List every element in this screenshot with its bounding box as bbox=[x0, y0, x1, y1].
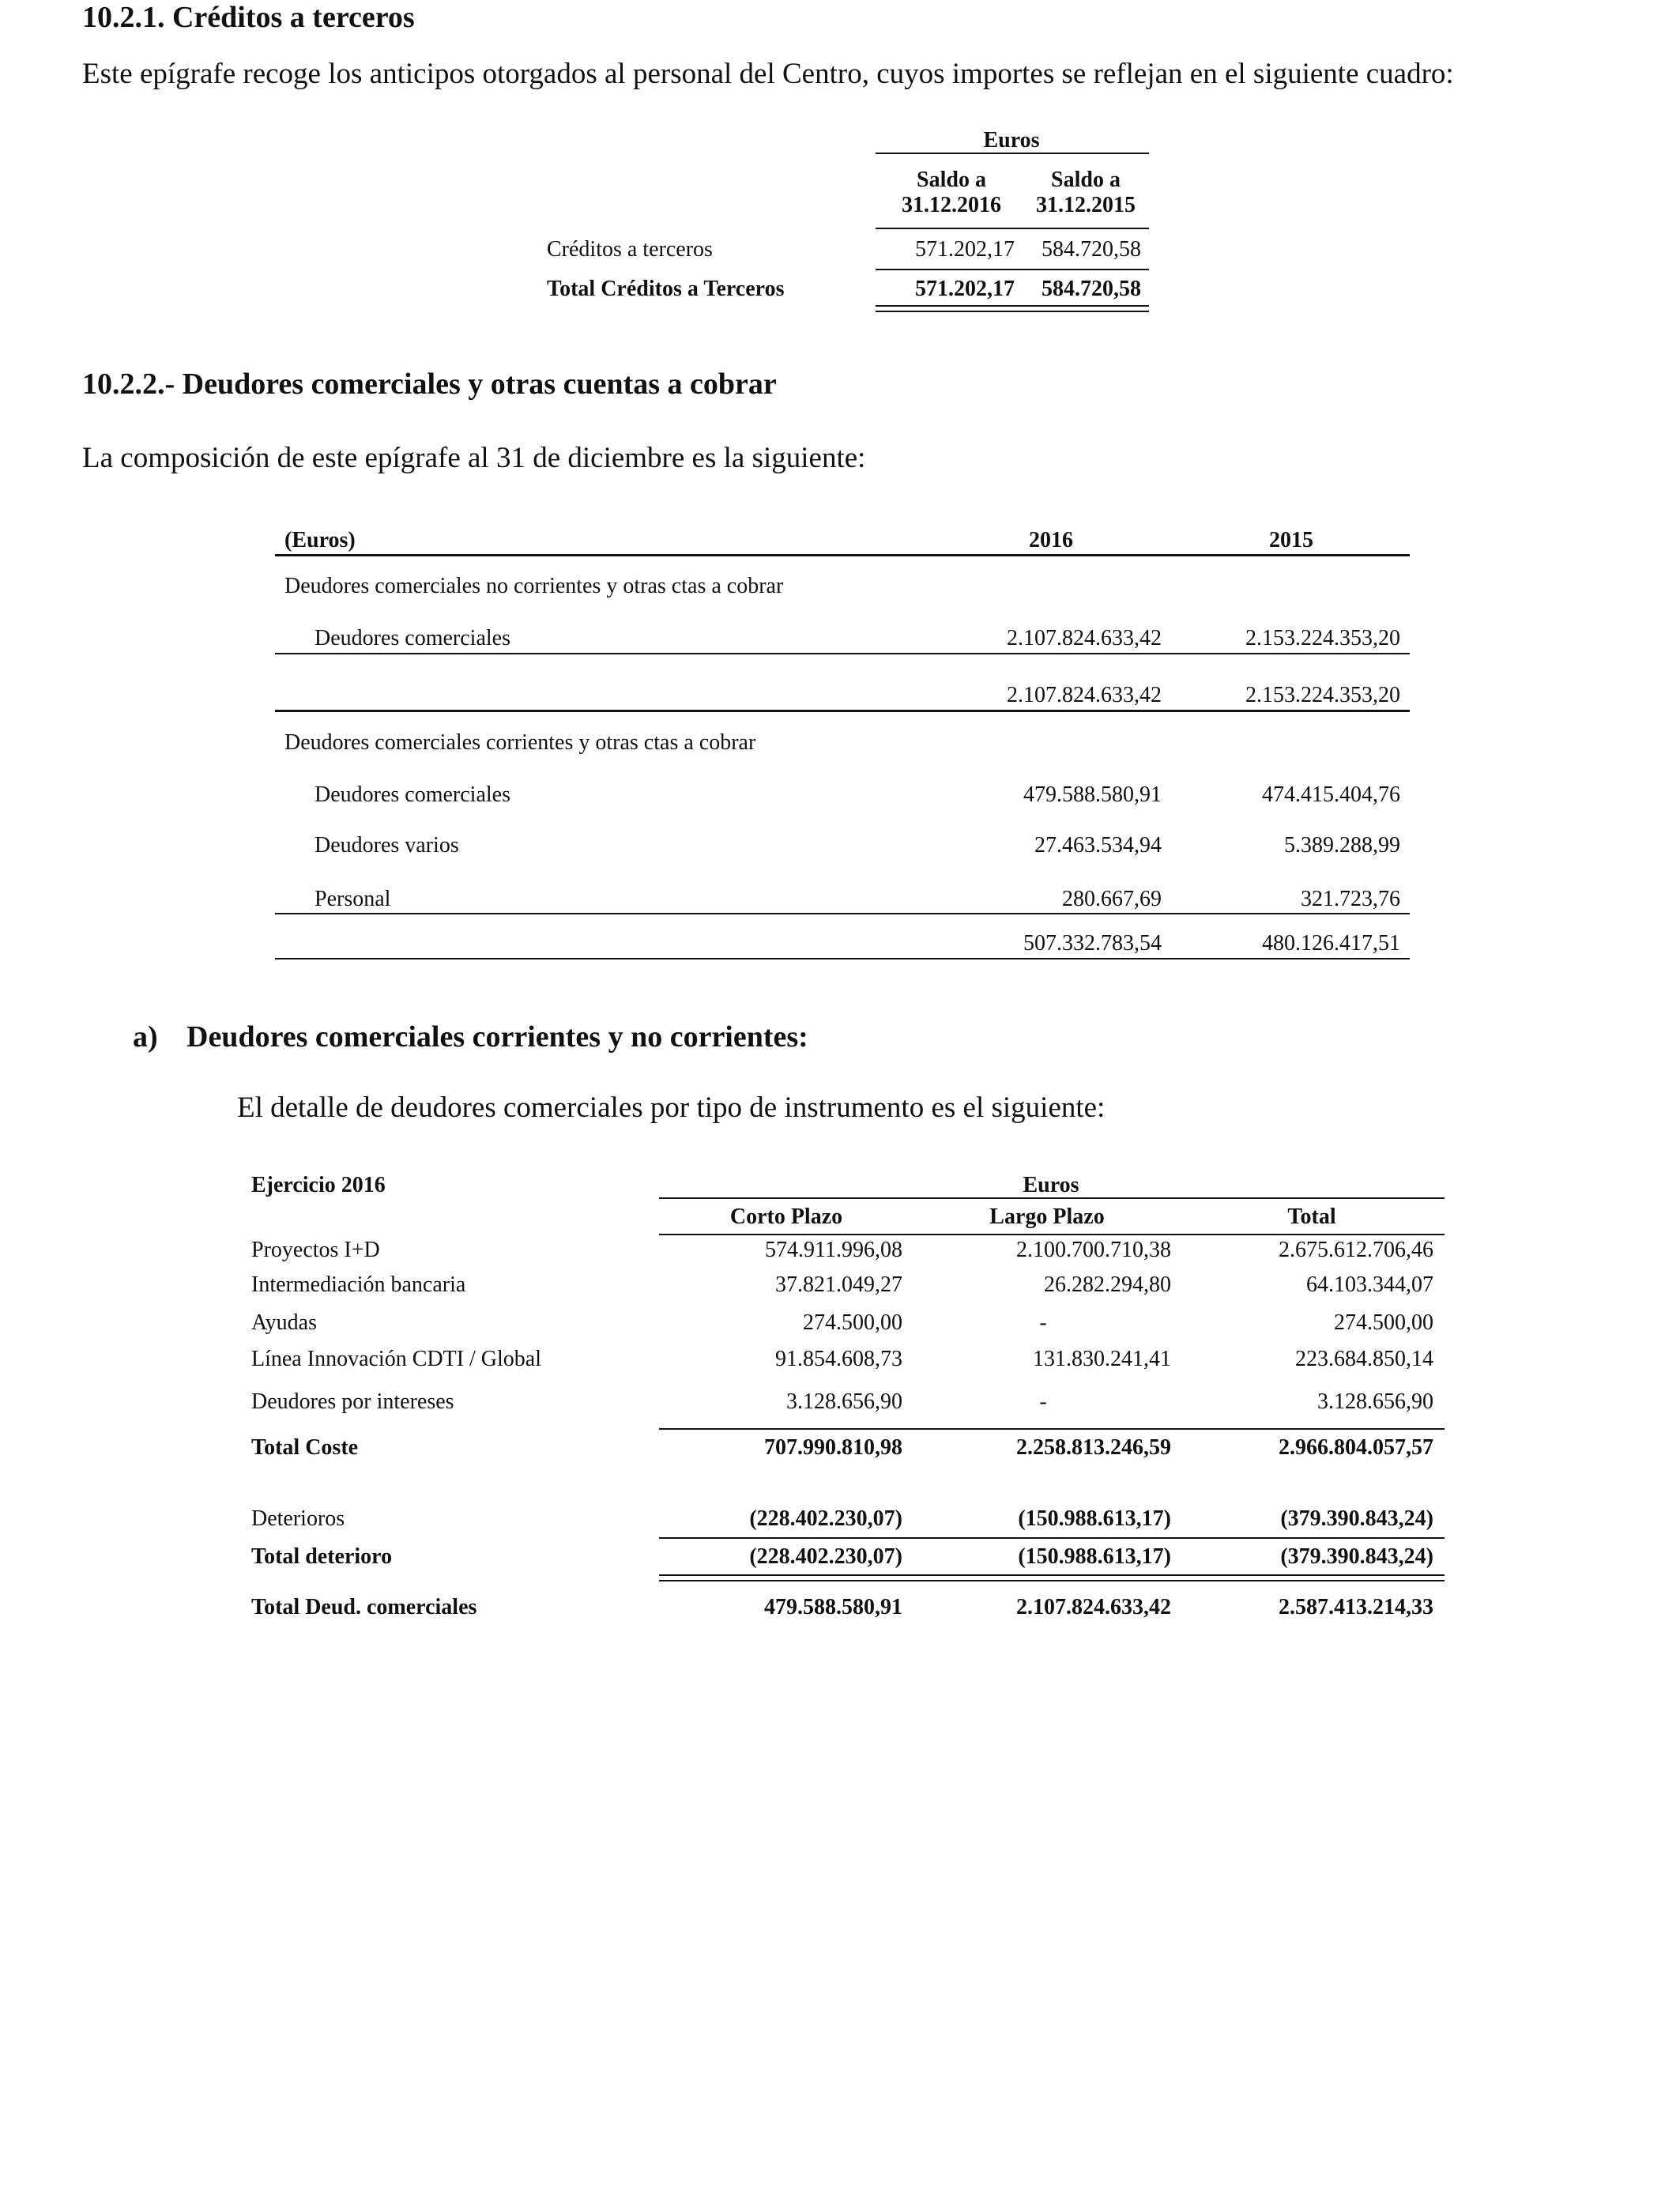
noncurrent-total-2015: 2.153.224.353,20 bbox=[1245, 683, 1400, 707]
total-top-rule bbox=[876, 269, 1149, 270]
row-value-largo: 2.100.700.710,38 bbox=[1016, 1238, 1171, 1262]
group-header: Euros bbox=[983, 128, 1040, 153]
year-2016-header: 2016 bbox=[1029, 528, 1073, 552]
total-label: Total Créditos a Terceros bbox=[547, 277, 785, 301]
total-deterioro-label: Total deterioro bbox=[251, 1544, 393, 1569]
total-coste-largo: 2.258.813.246,59 bbox=[1016, 1435, 1171, 1460]
row-value-corto: 37.821.049,27 bbox=[775, 1272, 902, 1297]
table-title: Ejercicio 2016 bbox=[251, 1173, 386, 1197]
header-bottom-rule bbox=[876, 228, 1149, 229]
header-rule bbox=[876, 153, 1149, 154]
row-value-2015: 5.389.288,99 bbox=[1284, 833, 1400, 858]
deterioros-corto: (228.402.230,07) bbox=[749, 1506, 902, 1531]
current-subtotal-rule bbox=[275, 913, 1410, 914]
row-value-corto: 91.854.608,73 bbox=[775, 1347, 902, 1371]
year-2015-header: 2015 bbox=[1269, 528, 1313, 552]
total-coste-rule bbox=[659, 1428, 1445, 1430]
current-total-2015: 480.126.417,51 bbox=[1262, 931, 1400, 956]
group-rule bbox=[659, 1197, 1445, 1199]
section-heading-deudores: 10.2.2.- Deudores comerciales y otras cuentas a cobrar bbox=[82, 368, 777, 401]
total-value-2015: 584.720,58 bbox=[1042, 277, 1141, 301]
subsection-letter: a) bbox=[133, 1020, 158, 1054]
row-label: Deudores comerciales bbox=[315, 626, 510, 650]
col-header-largo: Largo Plazo bbox=[989, 1204, 1105, 1229]
row-label: Deudores comerciales bbox=[315, 782, 510, 807]
row-label: Intermediación bancaria bbox=[251, 1272, 466, 1297]
row-value-largo: 131.830.241,41 bbox=[1033, 1347, 1171, 1371]
col-header-total: Total bbox=[1287, 1204, 1336, 1229]
col-header-2016-a: Saldo a bbox=[917, 168, 986, 192]
row-value-2016: 280.667,69 bbox=[1062, 887, 1162, 911]
noncurrent-total-2016: 2.107.824.633,42 bbox=[1007, 683, 1162, 707]
subsection-paragraph: El detalle de deudores comerciales por tipo de instrumento es el siguiente: bbox=[237, 1091, 1106, 1124]
total-deud-total: 2.587.413.214,33 bbox=[1279, 1595, 1433, 1619]
subtotal-rule bbox=[275, 653, 1410, 654]
total-deterioro-largo: (150.988.613,17) bbox=[1018, 1544, 1171, 1569]
row-value-largo: 26.282.294,80 bbox=[1044, 1272, 1171, 1297]
table-head-label: (Euros) bbox=[284, 528, 356, 552]
current-total-rule bbox=[275, 958, 1410, 959]
head-rule bbox=[275, 554, 1410, 556]
current-total-2016: 507.332.783,54 bbox=[1023, 931, 1162, 956]
row-value-largo: - bbox=[1039, 1310, 1047, 1335]
total-coste-corto: 707.990.810,98 bbox=[764, 1435, 902, 1460]
group-header: Euros bbox=[1023, 1173, 1079, 1197]
deterioros-total: (379.390.843,24) bbox=[1280, 1506, 1433, 1531]
row-value-2015: 474.415.404,76 bbox=[1262, 782, 1400, 807]
row-label: Proyectos I+D bbox=[251, 1238, 380, 1262]
total-deud-largo: 2.107.824.633,42 bbox=[1016, 1595, 1171, 1619]
row-value-total: 64.103.344,07 bbox=[1306, 1272, 1433, 1297]
row-value-2016: 2.107.824.633,42 bbox=[1007, 626, 1162, 650]
total-value-2016: 571.202,17 bbox=[915, 277, 1015, 301]
row-value-corto: 3.128.656,90 bbox=[786, 1389, 902, 1414]
deterioros-largo: (150.988.613,17) bbox=[1018, 1506, 1171, 1531]
col-header-2015-b: 31.12.2015 bbox=[1036, 193, 1136, 217]
col-header-rule bbox=[659, 1234, 1445, 1235]
row-label: Deudores varios bbox=[315, 833, 459, 858]
section-paragraph-deudores: La composición de este epígrafe al 31 de diciembre es la siguiente: bbox=[82, 442, 866, 474]
current-section-title: Deudores comerciales corrientes y otras ctas a cobrar bbox=[284, 730, 756, 755]
row-label: Línea Innovación CDTI / Global bbox=[251, 1347, 542, 1371]
row-value-2015: 584.720,58 bbox=[1042, 237, 1141, 262]
row-value-total: 3.128.656,90 bbox=[1317, 1389, 1433, 1414]
row-value-total: 274.500,00 bbox=[1334, 1310, 1433, 1335]
col-header-corto: Corto Plazo bbox=[729, 1204, 843, 1229]
total-deterioro-total: (379.390.843,24) bbox=[1280, 1544, 1433, 1569]
total-deud-label: Total Deud. comerciales bbox=[251, 1595, 477, 1619]
row-value-total: 223.684.850,14 bbox=[1295, 1347, 1433, 1371]
row-label: Ayudas bbox=[251, 1310, 317, 1335]
row-label: Créditos a terceros bbox=[547, 237, 713, 262]
row-label: Deudores por intereses bbox=[251, 1389, 454, 1414]
section-heading-creditos: 10.2.1. Créditos a terceros bbox=[82, 1, 415, 34]
noncurrent-total-rule bbox=[275, 710, 1410, 712]
total-deud-corto: 479.588.580,91 bbox=[764, 1595, 902, 1619]
row-value-2015: 321.723,76 bbox=[1301, 887, 1400, 911]
deterioro-rule bbox=[659, 1537, 1445, 1539]
section-paragraph-creditos: Este epígrafe recoge los anticipos otorgados al personal del Centro, cuyos importes se reflejan en el siguiente cuadro: bbox=[82, 58, 1454, 90]
total-double-rule bbox=[876, 305, 1149, 312]
row-value-2016: 479.588.580,91 bbox=[1023, 782, 1162, 807]
row-value-2016: 27.463.534,94 bbox=[1034, 833, 1162, 858]
total-coste-label: Total Coste bbox=[251, 1435, 359, 1460]
col-header-2016-b: 31.12.2016 bbox=[902, 193, 1001, 217]
row-label: Personal bbox=[315, 887, 391, 911]
row-value-2015: 2.153.224.353,20 bbox=[1245, 626, 1400, 650]
row-value-total: 2.675.612.706,46 bbox=[1279, 1238, 1433, 1262]
final-double-rule bbox=[659, 1574, 1445, 1581]
row-value-corto: 574.911.996,08 bbox=[765, 1238, 902, 1262]
row-value-largo: - bbox=[1039, 1389, 1047, 1414]
noncurrent-section-title: Deudores comerciales no corrientes y otras ctas a cobrar bbox=[284, 574, 784, 598]
total-deterioro-corto: (228.402.230,07) bbox=[749, 1544, 902, 1569]
total-coste-total: 2.966.804.057,57 bbox=[1279, 1435, 1433, 1460]
row-value-2016: 571.202,17 bbox=[915, 237, 1015, 262]
row-value-corto: 274.500,00 bbox=[803, 1310, 902, 1335]
deterioros-label: Deterioros bbox=[251, 1506, 345, 1531]
col-header-2015-a: Saldo a bbox=[1051, 168, 1121, 192]
subsection-heading: Deudores comerciales corrientes y no corrientes: bbox=[186, 1020, 808, 1054]
